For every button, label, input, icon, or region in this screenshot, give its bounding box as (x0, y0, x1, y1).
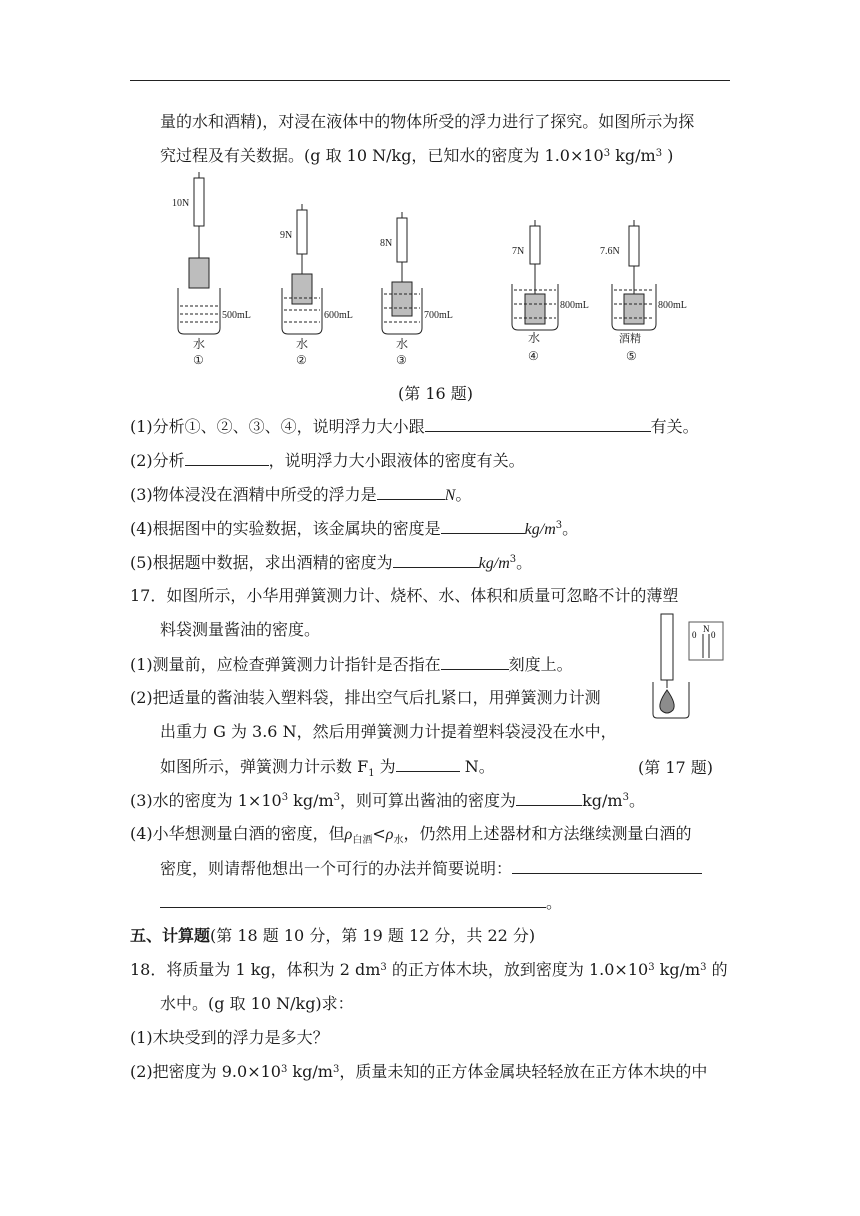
svg-text:酒精: 酒精 (619, 333, 641, 345)
answer-blank[interactable] (185, 449, 269, 466)
svg-text:③: ③ (396, 353, 407, 367)
answer-blank[interactable] (441, 517, 525, 534)
svg-text:②: ② (296, 353, 307, 367)
intro-line-2: 究过程及有关数据。(g 取 10 N/kg，已知水的密度为 $1.0\times 10^3$ $kg/m^3$ ) (160, 146, 674, 165)
answer-blank[interactable] (160, 891, 546, 908)
svg-text:④: ④ (528, 349, 539, 363)
step-1-volume: 500mL (222, 310, 251, 321)
svg-text:700mL: 700mL (424, 310, 453, 321)
figure-17 (645, 610, 745, 720)
q17-part-3: (3)水的密度为 $1\times 10^3$ $kg/m^3$，则可算出酱油的密度为 $kg/m^3$。 (130, 791, 645, 810)
q17-part-2b: 出重力 G 为 3.6 N，然后用弹簧测力计提着塑料袋浸没在水中， (160, 722, 617, 741)
step-5 (600, 220, 687, 363)
step-1-force: 10N (172, 198, 190, 209)
svg-text:7.6N: 7.6N (600, 246, 620, 257)
step-2 (280, 204, 353, 367)
answer-blank[interactable] (393, 551, 479, 568)
step-1 (172, 172, 251, 367)
figure-16-caption: (第 16 题) (398, 384, 474, 403)
svg-text:800mL: 800mL (560, 300, 589, 311)
header-rule (130, 80, 730, 81)
svg-text:水: 水 (528, 331, 541, 345)
svg-text:水: 水 (296, 337, 309, 351)
answer-blank[interactable] (516, 789, 582, 806)
section-5-heading: 五、计算题(第 18 题 10 分，第 19 题 12 分，共 22 分) (130, 926, 536, 945)
svg-text:9N: 9N (280, 230, 293, 241)
q17-stem-2: 料袋测量酱油的密度。 (160, 620, 321, 639)
figure-16 (160, 172, 720, 372)
svg-text:水: 水 (193, 337, 206, 351)
q16-part-2: (2)分析 ，说明浮力大小跟液体的密度有关。 (130, 451, 525, 470)
q16-part-5: (5)根据题中数据，求出酒精的密度为 $kg/m^3$。 (130, 553, 533, 572)
answer-blank[interactable] (425, 415, 651, 432)
answer-blank[interactable] (512, 857, 702, 874)
q18-stem-1: 18．将质量为 1 kg，体积为 2 $dm^3$ 的正方体木块，放到密度为 $1.0\times 10^3$ $kg/m^3$ 的 (130, 960, 728, 979)
svg-text:600mL: 600mL (324, 310, 353, 321)
q17-stem-1: 17．如图所示，小华用弹簧测力计、烧杯、水、体积和质量可忽略不计的薄塑 (130, 586, 679, 605)
svg-text:800mL: 800mL (658, 300, 687, 311)
svg-text:0: 0 (692, 630, 697, 640)
q17-part-4c: 。 (160, 891, 770, 914)
q16-part-4: (4)根据图中的实验数据，该金属块的密度是 $kg/m^3$。 (130, 519, 579, 538)
q17-part-1: (1)测量前，应检查弹簧测力计指针是否指在 刻度上。 (130, 655, 573, 674)
q17-part-2a: (2)把适量的酱油装入塑料袋，排出空气后扎紧口，用弹簧测力计测 (130, 688, 601, 707)
q18-stem-2: 水中。(g 取 10 N/kg)求： (160, 994, 354, 1013)
q17-part-2c: 如图所示，弹簧测力计示数 $F_1$ 为 N。 (160, 757, 495, 780)
q16-part-3: (3)物体浸没在酒精中所受的浮力是 N。 (130, 485, 472, 504)
intro-line-1: 量的水和酒精)，对浸在液体中的物体所受的浮力进行了探究。如图所示为探 (160, 112, 695, 131)
q18-part-2: (2)把密度为 $9.0\times 10^3$ $kg/m^3$，质量未知的正方体金属块轻轻放在正方体木块的中 (130, 1062, 708, 1081)
answer-blank[interactable] (377, 483, 445, 500)
answer-blank[interactable] (396, 755, 460, 772)
figure-17-caption: (第 17 题) (638, 758, 714, 777)
svg-text:N: N (703, 624, 710, 634)
q16-part-1: (1)分析①、②、③、④，说明浮力大小跟 有关。 (130, 417, 699, 436)
svg-text:水: 水 (396, 337, 409, 351)
svg-text:⑤: ⑤ (626, 349, 637, 363)
svg-text:8N: 8N (380, 238, 393, 249)
answer-blank[interactable] (441, 653, 509, 670)
q18-part-1: (1)木块受到的浮力是多大？ (130, 1028, 329, 1047)
q17-part-4: (4)小华想测量白酒的密度，但$\rho_{白酒}<\rho_水$，仍然用上述器材和方法继续测量白酒的 (130, 824, 692, 847)
svg-text:0: 0 (711, 630, 716, 640)
svg-text:①: ① (193, 353, 204, 367)
q17-part-4b: 密度，则请帮他想出一个可行的办法并简要说明： (160, 857, 770, 880)
svg-text:7N: 7N (512, 246, 525, 257)
step-3 (380, 212, 453, 367)
step-4 (512, 220, 589, 363)
